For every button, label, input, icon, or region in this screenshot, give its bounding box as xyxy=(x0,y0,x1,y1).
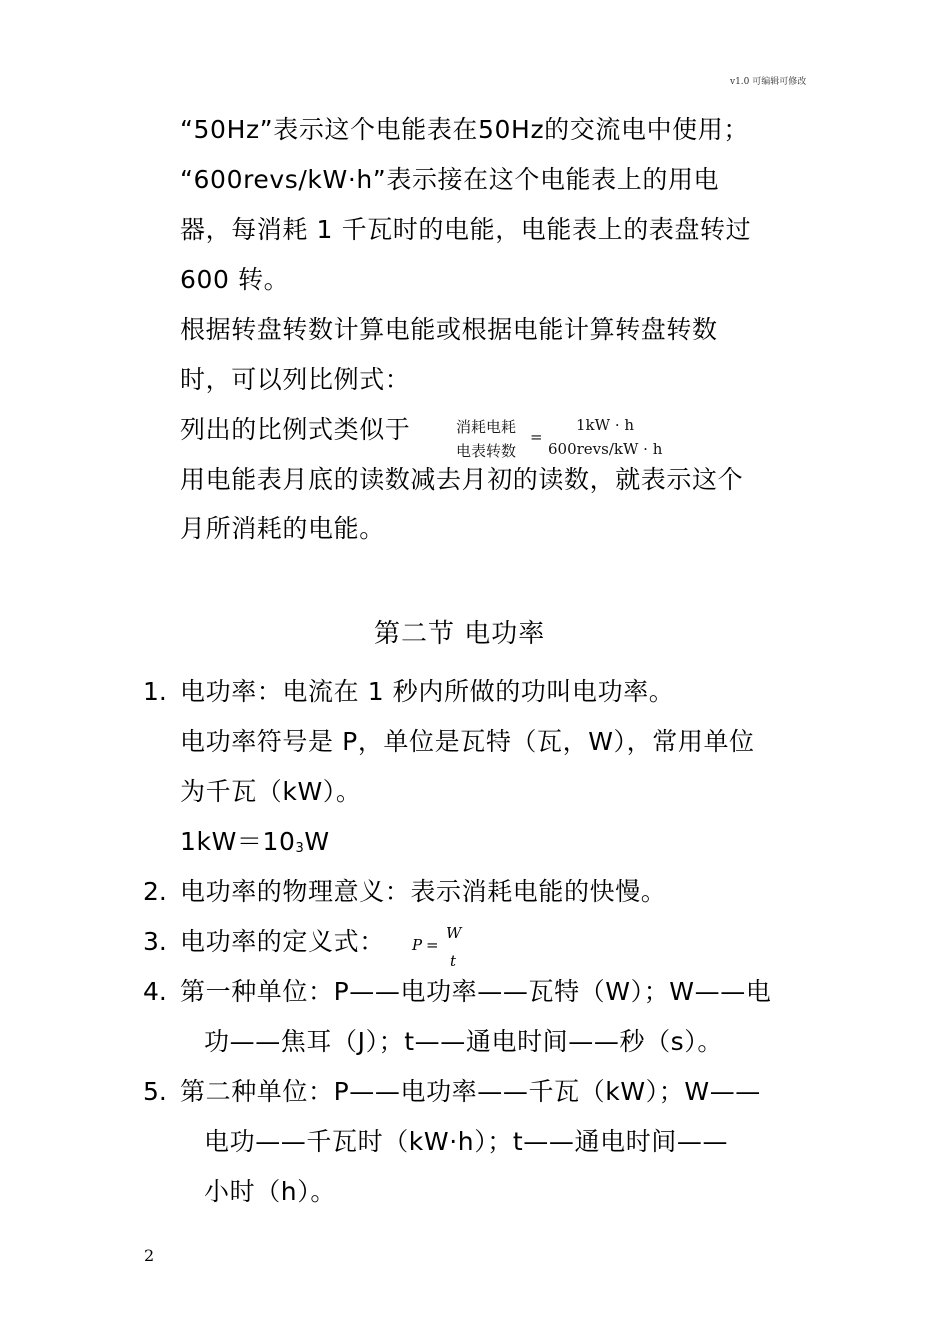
formula-equals: = xyxy=(426,936,439,954)
unit-conversion xyxy=(180,826,330,865)
text-line: 时，可以列比例式： xyxy=(180,365,411,394)
text-line: 根据转盘转数计算电能或根据电能计算转盘转数 xyxy=(180,315,718,344)
conversion-base: 1kW＝10 xyxy=(180,827,296,856)
conversion-exponent: 3 xyxy=(295,841,305,856)
text-line: 电功率符号是 P，单位是瓦特（瓦，W），常用单位 xyxy=(180,727,755,756)
text-line: 列出的比例式类似于 xyxy=(180,415,411,444)
text-line: 月所消耗的电能。 xyxy=(180,514,385,543)
item-number: 1. xyxy=(143,677,167,706)
text-line: 功——焦耳（J）；t——通电时间——秒（s）。 xyxy=(204,1027,724,1056)
power-formula xyxy=(410,922,470,972)
text-line: “50Hz”表示这个电能表在50Hz的交流电中使用； xyxy=(180,115,749,144)
text-line: 电功率的物理意义：表示消耗电能的快慢。 xyxy=(180,877,667,906)
text-line: 用电能表月底的读数减去月初的读数，就表示这个 xyxy=(180,465,744,494)
text-line: 电功——千瓦时（kW·h）；t——通电时间—— xyxy=(204,1127,729,1156)
text-line: 第一种单位：P——电功率——瓦特（W）；W——电 xyxy=(180,977,772,1006)
section-title: 第二节 电功率 xyxy=(374,619,546,649)
text-line: 器，每消耗 1 千瓦时的电能，电能表上的表盘转过 xyxy=(180,215,752,244)
ratio-right-denominator: 600revs/kW · h xyxy=(548,440,663,458)
text-line: 为千瓦（kW）。 xyxy=(180,777,362,806)
formula-denominator: t xyxy=(450,952,457,970)
ratio-formula xyxy=(456,414,666,464)
text-line: “600revs/kW·h”表示接在这个电能表上的用电 xyxy=(180,165,720,194)
header-version-note: v1.0 可编辑可修改 xyxy=(730,77,807,87)
text-line: 600 转。 xyxy=(180,265,290,294)
ratio-right-numerator: 1kW · h xyxy=(576,416,635,434)
formula-numerator: W xyxy=(446,924,462,942)
text-line: 小时（h）。 xyxy=(204,1177,336,1206)
ratio-left-numerator: 消耗电耗 xyxy=(456,418,517,436)
text-line: 第二种单位：P——电功率——千瓦（kW）；W—— xyxy=(180,1077,761,1106)
ratio-left-denominator: 电表转数 xyxy=(456,442,517,460)
text-line: 电功率的定义式： xyxy=(180,927,385,956)
conversion-unit: W xyxy=(304,827,330,856)
item-number: 2. xyxy=(143,877,167,906)
item-number: 5. xyxy=(143,1077,167,1106)
formula-lhs: P xyxy=(412,936,423,954)
text-line: 电功率：电流在 1 秒内所做的功叫电功率。 xyxy=(180,677,675,706)
item-number: 3. xyxy=(143,927,167,956)
item-number: 4. xyxy=(143,977,167,1006)
ratio-equals: = xyxy=(530,428,543,446)
page-number: 2 xyxy=(144,1246,155,1265)
